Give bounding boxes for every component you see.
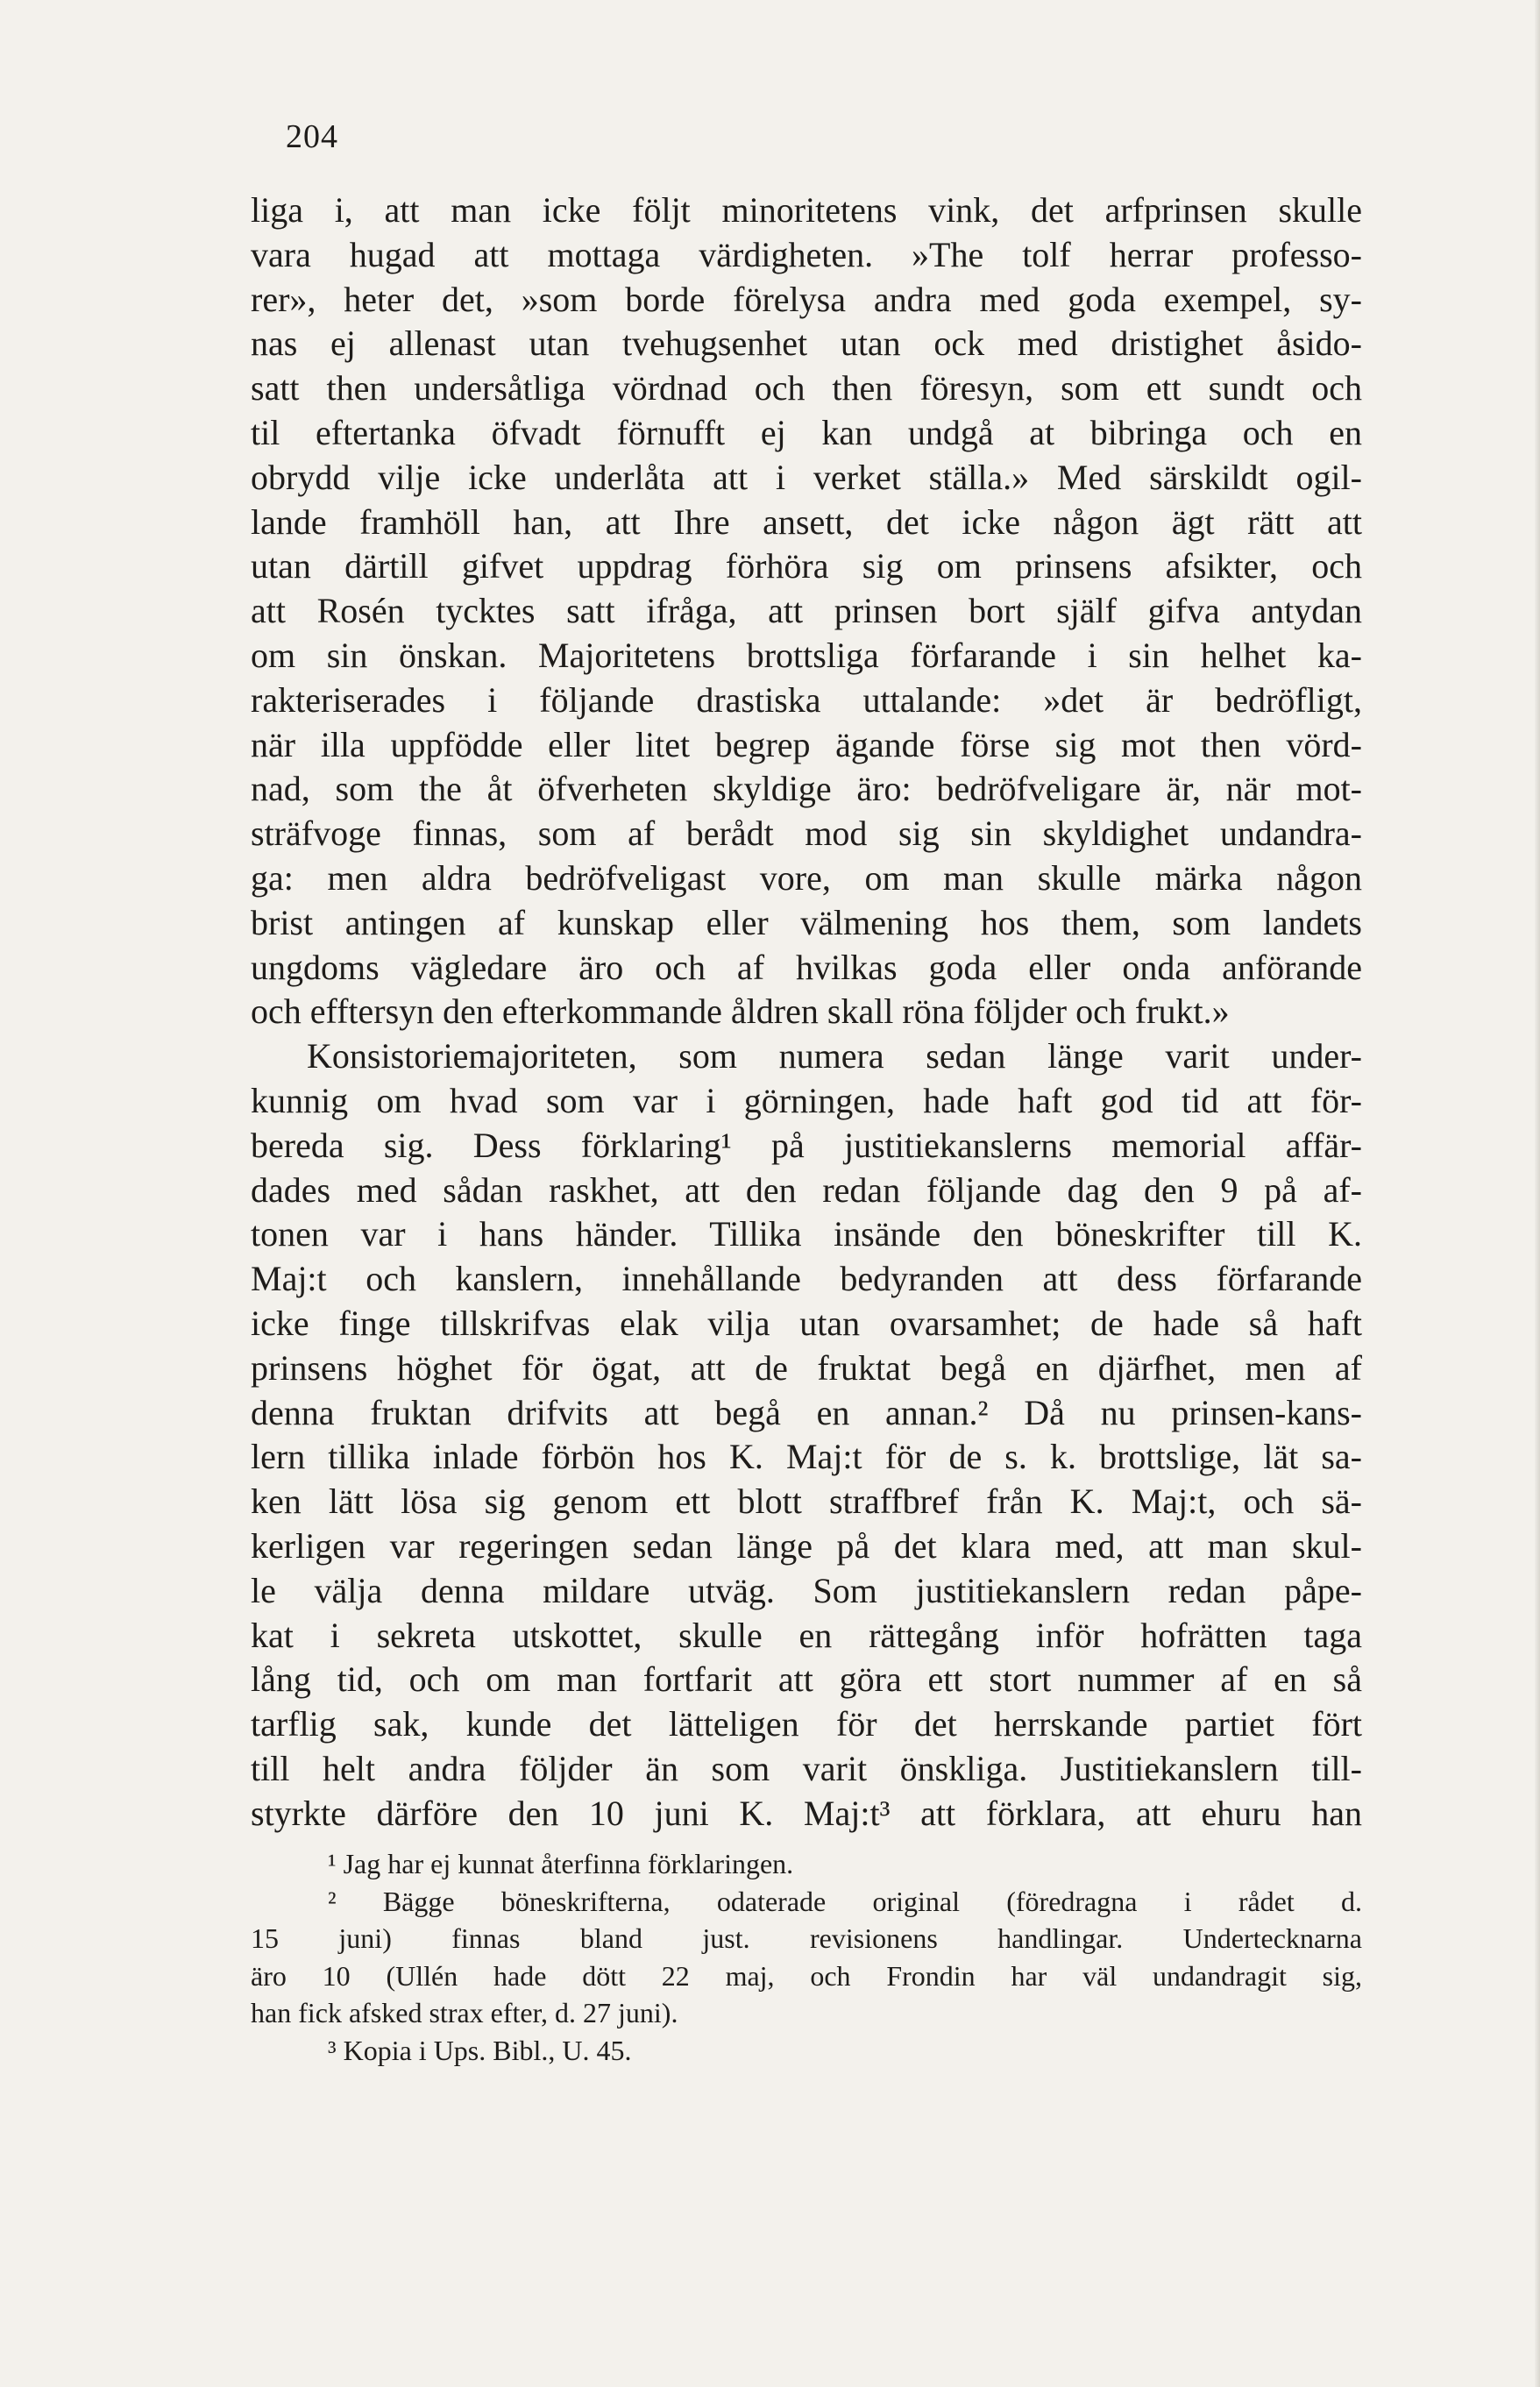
scan-edge: [1535, 0, 1540, 2387]
text-line: ungdoms vägledare äro och af hvilkas goda eller onda anförande: [251, 947, 1362, 987]
text-line: denna fruktan drifvits att begå en annan.² Då nu prinsen-kans-: [251, 1392, 1362, 1432]
page-number: 204: [286, 118, 338, 155]
text-line: til eftertanka öfvadt förnufft ej kan undgå at bibringa och en: [251, 412, 1362, 452]
text-line: prinsens höghet för ögat, att de fruktat begå en djärfhet, men af: [251, 1347, 1362, 1388]
text-line: nad, som the åt öfverheten skyldige äro: bedröfveligare är, när mot-: [251, 769, 1362, 809]
text-line: när illa uppfödde eller litet begrep ägande förse sig mot then vörd-: [251, 724, 1362, 764]
text-line: lande framhöll han, att Ihre ansett, det icke någon ägt rätt att: [251, 501, 1362, 542]
text-line: brist antingen af kunskap eller välmening hos them, som landets: [251, 902, 1362, 942]
footnote-line: äro 10 (Ullén hade dött 22 maj, och Frondin har väl undandragit sig,: [251, 1959, 1362, 1992]
text-line: att Rosén tycktes satt ifråga, att prinsen bort själf gifva antydan: [251, 591, 1362, 631]
text-line: lern tillika inlade förbön hos K. Maj:t för de s. k. brottslige, lät sa-: [251, 1437, 1362, 1477]
text-line: kat i sekreta utskottet, skulle en rättegång inför hofrätten taga: [251, 1615, 1362, 1655]
footnote-line: ³ Kopia i Ups. Bibl., U. 45.: [328, 2034, 632, 2066]
text-line: tarflig sak, kunde det lätteligen för det herrskande partiet fört: [251, 1704, 1362, 1744]
footnote-line: ² Bägge böneskrifterna, odaterade original (föredragna i rådet d.: [328, 1885, 1362, 1917]
text-line: Maj:t och kanslern, innehållande bedyranden att dess förfarande: [251, 1259, 1362, 1299]
text-line: le välja denna mildare utväg. Som justitiekanslern redan påpe-: [251, 1570, 1362, 1610]
text-line: dades med sådan raskhet, att den redan följande dag den 9 på af-: [251, 1169, 1362, 1210]
text-line: sträfvoge finnas, som af berådt mod sig sin skyldighet undandra-: [251, 813, 1362, 854]
text-line: rer», heter det, »som borde förelysa andra med goda exempel, sy-: [251, 279, 1362, 319]
text-line: om sin önskan. Majoritetens brottsliga förfarande i sin helhet ka-: [251, 635, 1362, 675]
text-line: obrydd vilje icke underlåta att i verket ställa.» Med särskildt ogil-: [251, 457, 1362, 497]
text-line: ken lätt lösa sig genom ett blott straffbref från K. Maj:t, och sä-: [251, 1481, 1362, 1522]
footnote-line: ¹ Jag har ej kunnat återfinna förklaringen.: [328, 1848, 794, 1879]
text-line: Konsistoriemajoriteten, som numera sedan länge varit under-: [307, 1036, 1362, 1076]
text-line: rakteriserades i följande drastiska uttalande: »det är bedröfligt,: [251, 679, 1362, 720]
text-line: liga i, att man icke följt minoritetens vink, det arfprinsen skulle: [251, 190, 1362, 230]
text-line: icke finge tillskrifvas elak vilja utan ovarsamhet; de hade så haft: [251, 1303, 1362, 1343]
text-line: styrkte därföre den 10 juni K. Maj:t³ att förklara, att ehuru han: [251, 1793, 1362, 1833]
text-line: tonen var i hans händer. Tillika insände den böneskrifter till K.: [251, 1214, 1362, 1254]
text-line: kerligen var regeringen sedan länge på det klara med, att man skul-: [251, 1525, 1362, 1566]
body-text: [251, 188, 1362, 1836]
text-line: utan därtill gifvet uppdrag förhöra sig om prinsens afsikter, och: [251, 546, 1362, 586]
text-line: lång tid, och om man fortfarit att göra ett stort nummer af en så: [251, 1659, 1362, 1700]
text-line: nas ej allenast utan tvehugsenhet utan ock med dristighet åsido-: [251, 323, 1362, 364]
text-line: kunnig om hvad som var i görningen, hade haft god tid att för-: [251, 1080, 1362, 1120]
text-line: bereda sig. Dess förklaring¹ på justitiekanslerns memorial affär-: [251, 1125, 1362, 1165]
footnote-line: han fick afsked strax efter, d. 27 juni).: [251, 1997, 678, 2028]
text-line: till helt andra följder än som varit önskliga. Justitiekanslern till-: [251, 1748, 1362, 1788]
footnotes: [251, 1845, 1362, 2069]
footnote-line: 15 juni) finnas bland just. revisionens handlingar. Undertecknarna: [251, 1922, 1362, 1954]
text-line: satt then undersåtliga vördnad och then föresyn, som ett sundt och: [251, 368, 1362, 408]
text-line: vara hugad att mottaga värdigheten. »The tolf herrar professo-: [251, 234, 1362, 274]
text-line: och efftersyn den efterkommande åldren skall röna följder och frukt.»: [251, 991, 1230, 1032]
text-line: ga: men aldra bedröfveligast vore, om man skulle märka någon: [251, 857, 1362, 898]
